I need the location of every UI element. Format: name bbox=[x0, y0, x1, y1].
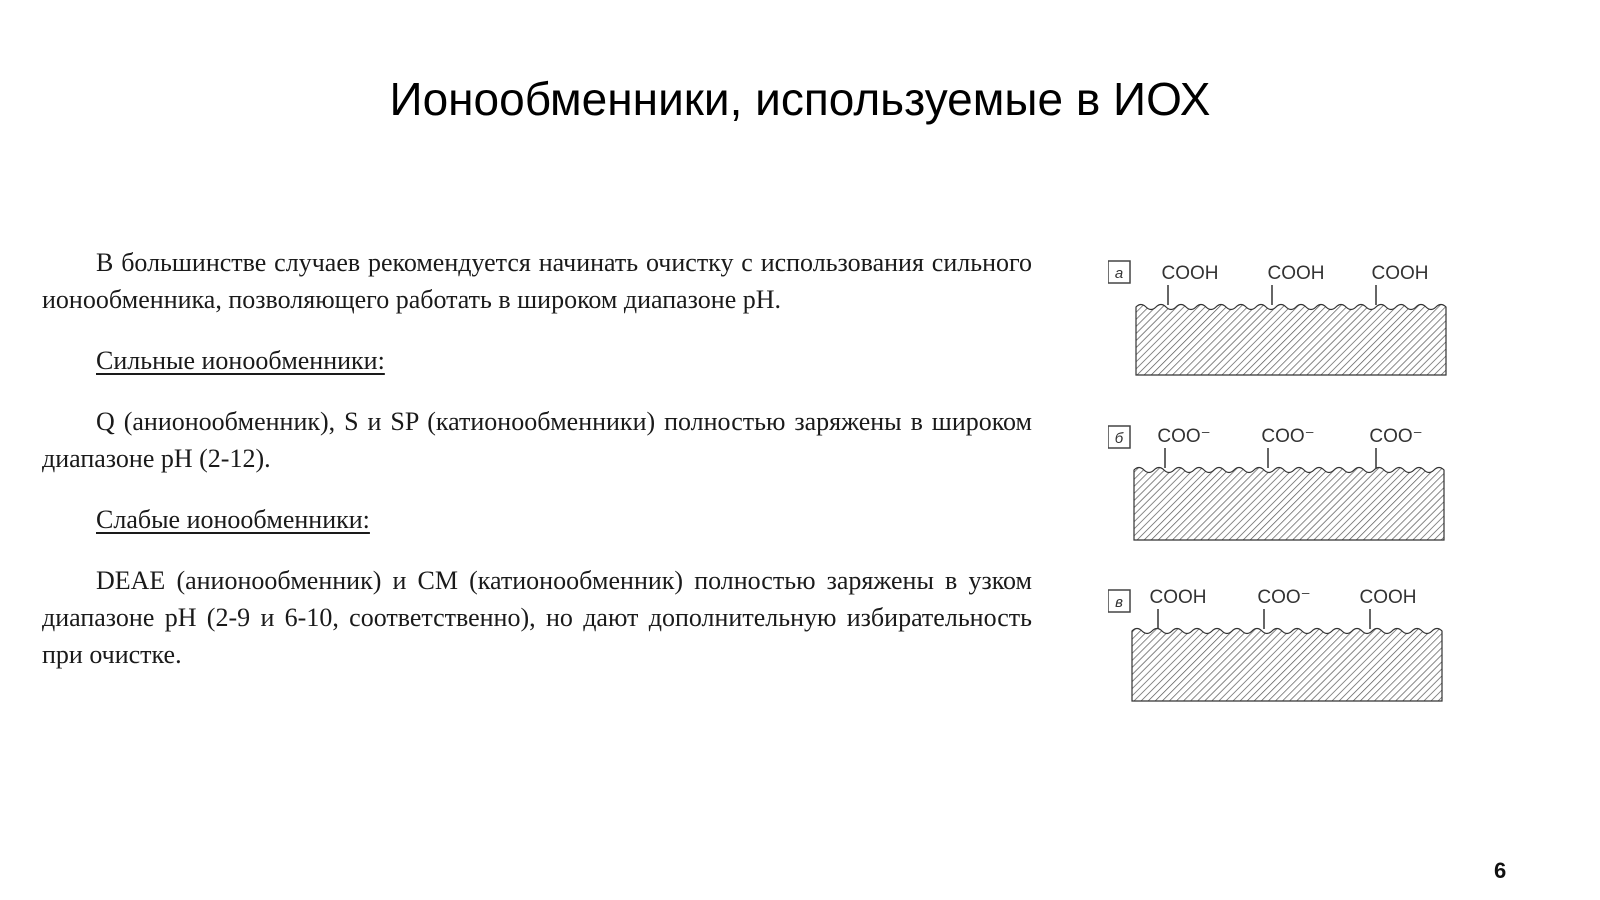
page-number: 6 bbox=[1494, 858, 1507, 883]
functional-group-label: COOH bbox=[1359, 587, 1417, 608]
functional-group-label: COO⁻ bbox=[1369, 426, 1423, 447]
weak-exchangers-paragraph: DEAE (анионообменник) и CM (катионообменник) полностью заряжены в узком диапазоне pH (2-9 и 6-10, соответственно), но дают дополнительную избирательность при очистке. bbox=[42, 566, 1032, 669]
slide-title: Ионообменники, используемые в ИОХ bbox=[389, 73, 1211, 125]
diagram-panel-c bbox=[1108, 587, 1442, 701]
resin-matrix bbox=[1132, 629, 1442, 702]
panel-label: в bbox=[1115, 594, 1123, 611]
resin-matrix bbox=[1134, 468, 1444, 541]
ion-exchanger-diagram bbox=[1108, 255, 1508, 730]
functional-group-label: COOH bbox=[1267, 263, 1325, 284]
strong-exchangers-paragraph: Q (анионообменник), S и SP (катионообменники) полностью заряжены в широком диапазоне pH (2-12). bbox=[42, 407, 1032, 473]
panel-label: а bbox=[1114, 265, 1124, 282]
body-text bbox=[42, 244, 1032, 673]
functional-group-label: COOH bbox=[1161, 263, 1219, 284]
functional-group-label: COO⁻ bbox=[1261, 426, 1315, 447]
intro-paragraph: В большинстве случаев рекомендуется начинать очистку с использования сильного ионообменника, позволяющего работать в широком диапазоне pH. bbox=[42, 248, 1032, 314]
diagram-panel-a bbox=[1108, 261, 1446, 375]
functional-group-label: COOH bbox=[1371, 263, 1429, 284]
weak-exchangers-heading: Слабые ионообменники: bbox=[96, 505, 370, 534]
strong-exchangers-heading: Сильные ионообменники: bbox=[96, 346, 385, 375]
diagram-panel-b bbox=[1108, 426, 1444, 540]
resin-matrix bbox=[1136, 305, 1446, 376]
functional-group-label: COOH bbox=[1149, 587, 1207, 608]
functional-group-label: COO⁻ bbox=[1157, 426, 1211, 447]
functional-group-label: COO⁻ bbox=[1257, 587, 1311, 608]
panel-label: б bbox=[1114, 430, 1124, 447]
